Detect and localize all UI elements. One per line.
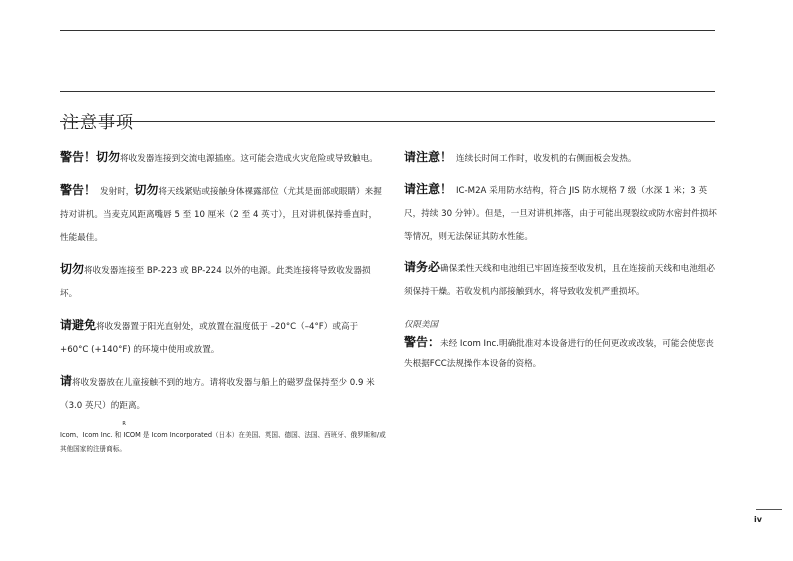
paragraph-text: IC-M2A 采用防水结构，符合 JIS 防水规格 7 级（水深 1 米；3 英尺，持续 30 分钟）。但是，一旦对讲机摔落，由于可能出现裂纹或防水密封件损坏等情况，则无法保证其防水性能。	[404, 186, 717, 242]
page-number-rule	[756, 509, 782, 510]
trademark-footnote	[60, 421, 390, 456]
caution-power-source	[60, 258, 382, 306]
icom-logo	[122, 421, 141, 442]
caution-waterproof	[404, 178, 722, 249]
keyword: 请注意！	[404, 182, 453, 196]
left-column	[60, 146, 382, 426]
keyword: 警告！	[60, 183, 97, 197]
registered-mark: R	[122, 421, 126, 427]
caution-heat	[404, 146, 722, 171]
keyword: 切勿	[60, 262, 85, 276]
title-rule	[60, 91, 715, 92]
paragraph-text: 将收发器放在儿童接触不到的地方。请将收发器与船上的磁罗盘保持至少 0.9 米（3.0 英尺）的距离。	[60, 378, 375, 411]
keyword: 切勿	[134, 183, 159, 197]
keyword: 请务必	[404, 260, 441, 274]
warning-antenna-contact	[60, 179, 382, 250]
footnote-text: Icom、Icom Inc. 和	[60, 431, 124, 439]
keyword: 请注意！	[404, 150, 453, 164]
paragraph-text: 将收发器连接至 BP-223 或 BP-224 以外的电源。此类连接将导致收发器损坏。	[60, 266, 371, 299]
paragraph-text: 将收发器连接到交流电源插座。这可能会造成火灾危险或导致触电。	[120, 154, 378, 164]
paragraph-text: 将收发器置于阳光直射处，或放置在温度低于 –20°C（–4°F）或高于 +60°C (+140°F) 的环境中使用或放置。	[60, 322, 359, 355]
keyword: 警告！切勿	[60, 150, 121, 164]
page-title: 注意事项	[62, 113, 134, 134]
us-only-label: 仅限美国	[404, 320, 439, 330]
keyword: 请避免	[60, 318, 97, 332]
warning-ac-power	[60, 146, 382, 171]
right-column	[404, 146, 722, 374]
paragraph-text: 确保柔性天线和电池组已牢固连接至收发机，且在连接前天线和电池组必须保持干燥。若收发机内部接触到水，将导致收发机严重损坏。	[404, 264, 716, 297]
paragraph-text: 连续长时间工作时，收发机的右侧面板会发热。	[456, 154, 637, 164]
paragraph-text: 将天线紧贴或接触身体裸露部位（尤其是面部或眼睛）来握持对讲机。当麦克风距离嘴唇 5 至 10 厘米（2 至 4 英寸），且对讲机保持垂直时，性能最佳。	[60, 187, 382, 243]
fcc-warning	[404, 332, 722, 374]
footnote-text: 是 Icom Incorporated（日本）在美国、英国、德国、法国、西班牙、俄罗斯和/或其他国家的注册商标。	[60, 431, 386, 453]
page-number: iv	[754, 515, 762, 524]
caution-children-compass	[60, 370, 382, 418]
keyword: 警告：	[404, 335, 441, 349]
paragraph-text: 发射时，	[100, 187, 135, 197]
caution-antenna-battery	[404, 256, 722, 304]
title-underline	[60, 121, 715, 122]
caution-temperature	[60, 314, 382, 362]
logo-text: ICOM	[123, 431, 141, 439]
keyword: 请	[60, 374, 73, 388]
paragraph-text: 未经 Icom Inc.明确批准对本设备进行的任何更改或改装，可能会使您丧失根据FCC法规操作本设备的资格。	[404, 339, 714, 369]
top-rule	[60, 30, 715, 31]
